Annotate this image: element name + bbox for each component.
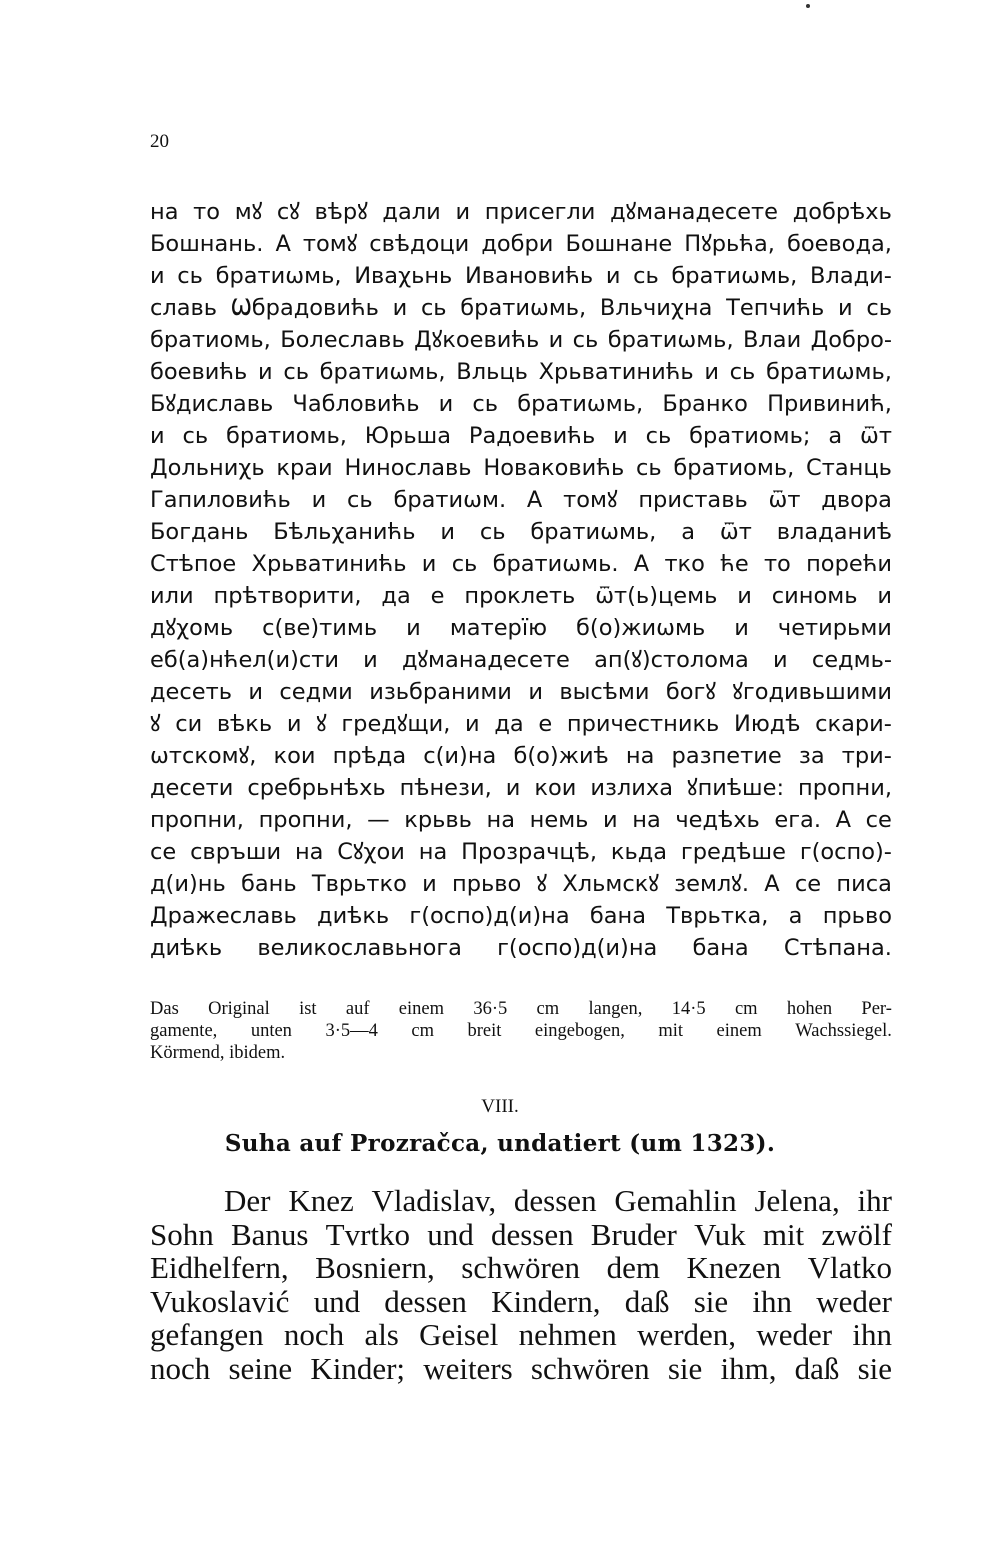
slavonic-text-line: и сь братиѡмь, Иваχьнь Ивановићь и сь братиѡмь, Влади- bbox=[150, 263, 892, 289]
slavonic-text-line: десети сребрьнѣхь пѣнези, и кои излиха ꙋпиѣше: пропни, bbox=[150, 775, 892, 801]
slavonic-text-line: или прѣтворити, да е проклеть ѿт(ь)цемь и синомь и bbox=[150, 583, 892, 609]
slavonic-text-line: десеть и седми изьбраними и высѣми богꙋ ꙋгодивьшими bbox=[150, 679, 892, 705]
body-text-line: Vukoslavić und dessen Kindern, daß sie ihn weder bbox=[150, 1283, 892, 1319]
slavonic-text-line: на то мꙋ сꙋ вѣрꙋ дали и присегли дꙋманадесете добрѣхь bbox=[150, 199, 892, 225]
footnote-description bbox=[150, 998, 892, 1064]
slavonic-text-line: д(и)нь бань Тврьтко и прьво ꙋ Хльмскꙋ землꙋ. А се писа bbox=[150, 871, 892, 897]
slavonic-text-line: ѡтскомꙋ, кои прѣда с(и)на б(о)жиѣ на разпетие за три- bbox=[150, 743, 892, 769]
slavonic-text-line: братиомь, Болеславь Дꙋкоевићь и сь братиѡмь, Влаи Добро- bbox=[150, 327, 892, 353]
page-number: 20 bbox=[150, 131, 169, 152]
body-text-line: noch seine Kinder; weiters schwören sie ihm, daß sie bbox=[150, 1350, 892, 1386]
german-summary-text bbox=[150, 1184, 892, 1385]
slavonic-text-line: Стѣпое Хрьватинићь и сь братиѡмь. А тко ће то порећи bbox=[150, 551, 892, 577]
section-number: VIII. bbox=[481, 1096, 519, 1117]
slavonic-text-line: ꙋ си вѣкь и ꙋ гредꙋщи, и да е причестникь Июдѣ скари- bbox=[150, 711, 892, 737]
section-title: Suha auf Prozračca, undatiert (um 1323). bbox=[224, 1130, 776, 1157]
slavonic-text-line: Дражеславь диѣкь г(оспо)д(и)на бана Тврьтка, а прьво bbox=[150, 903, 892, 929]
slavonic-text-line: Гапиловићь и сь братиѡм. А томꙋ приставь ѿт двора bbox=[150, 487, 892, 513]
body-text-line: Der Knez Vladislav, dessen Gemahlin Jelena, ihr bbox=[224, 1183, 892, 1218]
slavonic-text-line: славь Ѡбрадовићь и сь братиѡмь, Вльчиχна Тепчићь и сь bbox=[150, 295, 892, 321]
slavonic-text-line: се свръши на Сꙋχои на Прозрачцѣ, кьда гредѣше г(оспо)- bbox=[150, 839, 892, 865]
slavonic-text-line: дꙋχомь с(ве)тимь и матерїю б(о)жиѡмь и четирьми bbox=[150, 615, 892, 641]
footnote-line: gamente, unten 3·5—4 cm breit eingebogen, mit einem Wachssiegel. bbox=[150, 1021, 892, 1041]
body-text-line: gefangen noch als Geisel nehmen werden, weder ihn bbox=[150, 1317, 892, 1352]
slavonic-text-line: пропни, пропни, — крьвь на немь и на чедѣхь ега. А се bbox=[150, 807, 892, 833]
body-text-line: Sohn Banus Tvrtko und dessen Bruder Vuk mit zwölf bbox=[150, 1216, 892, 1252]
footnote-line: Körmend, ibidem. bbox=[150, 1043, 286, 1063]
slavonic-text-line: и сь братиомь, Юрьша Радоевићь и сь братиомь; а ѿт bbox=[150, 423, 892, 449]
slavonic-text-line: диѣкь великославьнога г(оспо)д(и)на бана Стѣпана. bbox=[150, 935, 892, 961]
slavonic-text-line: Бꙋдиславь Чабловићь и сь братиѡмь, Бранко Привинић, bbox=[150, 391, 892, 417]
footnote-line: Das Original ist auf einem 36·5 cm langen, 14·5 cm hohen Per- bbox=[150, 999, 892, 1019]
slavonic-text-line: боевићь и сь братиѡмь, Вльць Хрьватинићь и сь братиѡмь, bbox=[150, 359, 892, 385]
slavonic-text-line: Богдань Бѣльχанићь и сь братиѡмь, а ѿт владаниѣ bbox=[150, 519, 892, 545]
slavonic-text-line: еб(а)нћел(и)сти и дꙋманадесете ап(ꙋ)столома и седмь- bbox=[150, 647, 892, 673]
body-text-line: Eidhelfern, Bosniern, schwören dem Knezen Vlatko bbox=[150, 1250, 892, 1285]
scan-speck bbox=[806, 4, 810, 8]
slavonic-text-line: Бошнань. А томꙋ свѣдоци добри Бошнане Пꙋрьћа, боевода, bbox=[150, 231, 892, 257]
slavonic-text-line: Дольниχь краи Ниноcлавь Новаковићь сь братиомь, Станць bbox=[150, 455, 892, 481]
slavonic-charter-text bbox=[150, 196, 892, 964]
